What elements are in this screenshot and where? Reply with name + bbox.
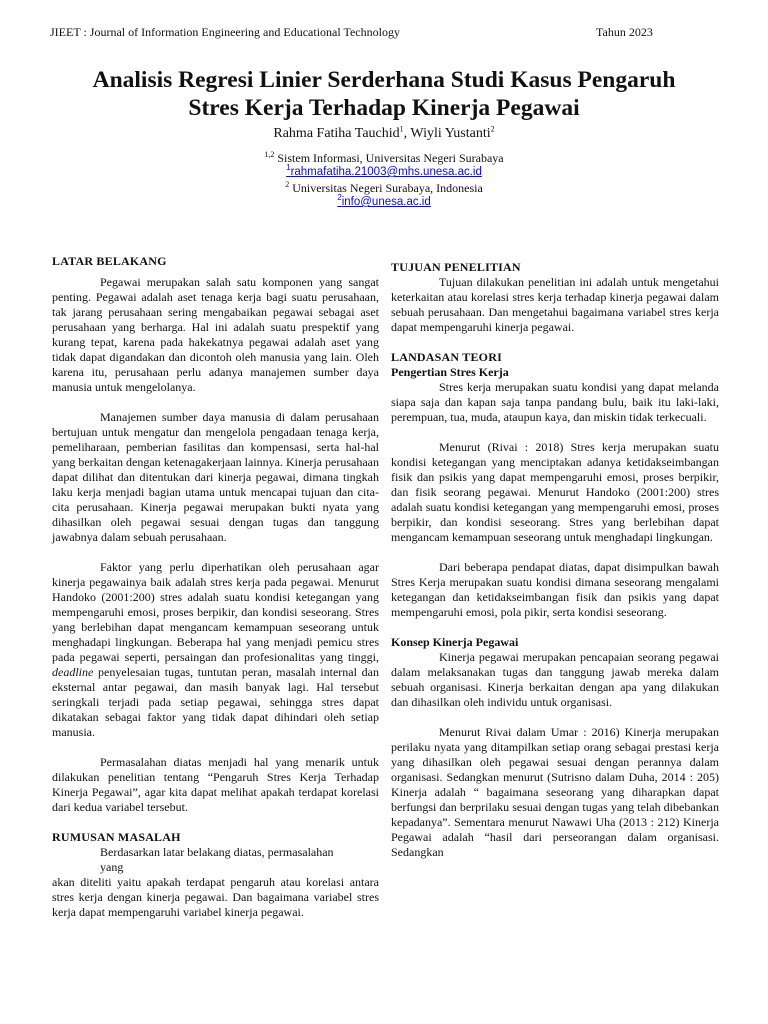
latar-paragraph-3 xyxy=(52,560,379,740)
title-line-2: Stres Kerja Terhadap Kinerja Pegawai xyxy=(188,95,580,121)
subheading-konsep-kinerja-pegawai: Konsep Kinerja Pegawai xyxy=(391,635,519,649)
latar-paragraph-4: Permasalahan diatas menjadi hal yang menarik untuk dilakukan penelitian tentang “Pengaruh Stres Kerja Terhadap Kinerja Pegawai”, agar kita dapat melihat apakah terdapat korelasi dari kedua variabel tersebut. xyxy=(52,755,379,814)
author-2: Wiyli Yustanti xyxy=(410,126,491,141)
latar-paragraph-3-end: penyelesaian tugas, tuntutan peran, masalah internal dan eksternal antar pegawai, dan masih banyak lagi. Hal tersebut seringkali terjadi pada setiap pegawai, sehingga stres dapat dikatakan sebagai faktor yang tidak dapat dihindari oleh setiap manusia. xyxy=(52,665,379,739)
landasan-paragraph-5: Menurut Rivai dalam Umar : 2016) Kinerja merupakan perilaku nyata yang ditampilkan setiap orang sebagai prestasi kerja yang dihasilkan oleh pegawai sesuai dengan perannya dalam organisasi. Sedangkan menurut (Sutrisno dalam Duha, 2014 : 205) Kinerja adalah “ bagaimana seseorang yang diharapkan dapat berfungsi dan berprilaku sesuai dengan tugas yang telah dibebankan kepadanya”. Sementara menurut Nawawi Uha (2013 : 212) Kinerja Pegawai adalah “hasil dari perseorangan dalam organisasi. Sedangkan xyxy=(391,725,719,859)
email-2-link[interactable]: info@unesa.ac.id xyxy=(341,196,431,208)
affiliation-2-marker: 2 xyxy=(285,180,290,189)
journal-name: JIEET : Journal of Information Engineering and Educational Technology xyxy=(50,25,400,39)
rumusan-paragraph: akan diteliti yaitu apakah terdapat pengaruh atau korelasi antara stres kerja dengan kinerja pegawai. Dan bagaimana variabel stres kerja dapat mempengaruhi variabel kinerja pegawai. xyxy=(52,875,379,919)
author-1-marker: 1 xyxy=(399,124,404,134)
author-separator: , xyxy=(403,126,411,141)
landasan-paragraph-1: Stres kerja merupakan suatu kondisi yang dapat melanda siapa saja dan kapan saja tanpa pandang bulu, baik itu laki-laki, perempuan, tua, muda, ataupun kaya, dan miskin tidak terkecuali. xyxy=(391,380,719,424)
landasan-paragraph-2: Menurut (Rivai : 2018) Stres kerja merupakan suatu kondisi ketegangan yang menciptakan adanya ketidakseimbangan fisik dan psikis yang dapat mempengaruhi emosi, proses berpikir, dan fisik seorang pegawai. Menurut Handoko (2001:200) stres adalah suatu kondisi ketegangan yang mempengaruhi emosi, proses berpikir, dan kondisi seseorang. Stres yang berlebihan dapat mengancam kemampuan seseorang untuk menghadapi lingkungan. xyxy=(391,440,719,544)
section-heading-landasan-teori: LANDASAN TEORI xyxy=(391,350,502,364)
latar-paragraph-1: Pegawai merupakan salah satu komponen yang sangat penting. Pegawai adalah aset tenaga kerja bagi suatu perusahaan, tak jarang perusahaan sering mengabaikan pegawai sebagai aset perusahaan yang berharga. Hal ini adalah suatu prespektif yang kurang tepat, karena pada hakekatnya pegawai adalah aset yang tidak dapat digandakan dan dicontoh oleh manusia yang lain. Oleh karena itu, perusahaan perlu adanya manajemen sumber daya manusia untuk mengelolanya. xyxy=(52,275,379,394)
section-heading-rumusan-masalah: RUMUSAN MASALAH xyxy=(52,830,181,844)
author-2-marker: 2 xyxy=(490,124,495,134)
affiliation-1-text: Sistem Informasi, Universitas Negeri Surabaya xyxy=(274,151,504,165)
right-column xyxy=(391,260,719,860)
affiliation-1-marker: 1,2 xyxy=(264,150,275,159)
email-1-marker: 1 xyxy=(286,163,291,173)
author-1: Rahma Fatiha Tauchid xyxy=(273,126,400,141)
section-heading-latar-belakang: LATAR BELAKANG xyxy=(52,254,167,268)
author-list xyxy=(40,124,728,144)
latar-paragraph-3-start: Faktor yang perlu diperhatikan oleh perusahaan agar kinerja pegawainya baik adalah stres kerja pada pegawai. Menurut Handoko (2001:200) stres adalah suatu kondisi ketegangan yang mempengaruhi emosi, proses berpikir, dan kondisi seseorang. Stres yang berlebihan dapat mengancam kemampuan seseorang untuk menghadapi lingkungan. Beberapa hal yang menjadi pemicu stres pada pegawai seperti, persaingan dan profesionalitas yang tinggi, xyxy=(52,560,379,664)
left-column xyxy=(52,254,379,920)
latar-paragraph-3-emphasis: deadline xyxy=(52,665,94,679)
email-2[interactable] xyxy=(40,193,728,209)
section-heading-tujuan-penelitian: TUJUAN PENELITIAN xyxy=(391,260,521,274)
affiliation-2 xyxy=(40,181,728,195)
title-line-1: Analisis Regresi Linier Serderhana Studi Kasus Pengaruh xyxy=(92,67,676,93)
landasan-paragraph-3: Dari beberapa pendapat diatas, dapat disimpulkan bawah Stres Kerja merupakan suatu kondisi dimana seseorang mengalami ketegangan dan ketidakseimbangan fisik dan psikis yang dapat mempengaruhi emosi, pola pikir, serta kondisi seseorang. xyxy=(391,560,719,619)
email-1-link[interactable]: rahmafatiha.21003@mhs.unesa.ac.id xyxy=(290,166,482,178)
affiliation-1 xyxy=(40,151,728,165)
rumusan-line-1: Berdasarkan latar belakang diatas, permasalahan xyxy=(100,845,334,859)
affiliation-2-text: Universitas Negeri Surabaya, Indonesia xyxy=(289,181,483,195)
latar-paragraph-2: Manajemen sumber daya manusia di dalam perusahaan bertujuan untuk mengatur dan mengelola pengadaan tenaga kerja, pemeliharaan, pemberian fasilitas dan kompensasi, serta hal-hal yang berkaitan dengan ketenagakerjaan lainnya. Kinerja perusahaan dapat dilihat dan ditentukan dari kinerja pegawai, dimana tingkah laku kerja menjadi bagian utama untuk mencapai tujuan dan cita-cita perusahaan. Kinerja pegawai merupakan bukti nyata yang dihasilkan oleh pegawai sesuai dengan tugas dan tanggung jawabnya dalam sebuah perusahaan. xyxy=(52,410,379,544)
landasan-paragraph-4: Kinerja pegawai merupakan pencapaian seorang pegawai dalam melaksanakan tugas dan tanggung jawab mereka dalam sebuah organisasi. Kinerja berkaitan dengan apa yang dilakukan dan dihasilkan oleh individu untuk organisasi. xyxy=(391,650,719,709)
email-1[interactable] xyxy=(40,163,728,179)
paper-title xyxy=(40,66,728,122)
tujuan-paragraph: Tujuan dilakukan penelitian ini adalah untuk mengetahui keterkaitan atau korelasi stres kerja terhadap kinerja pegawai dalam sebuah perusahaan. Dan mengetahui bagaimana variabel stres kerja dapat mempengaruhi kinerja pegawai. xyxy=(391,275,719,334)
journal-year: Tahun 2023 xyxy=(596,25,653,39)
subheading-pengertian-stres-kerja: Pengertian Stres Kerja xyxy=(391,365,509,379)
email-2-marker: 2 xyxy=(337,193,342,203)
rumusan-line-2: yang xyxy=(100,860,124,874)
